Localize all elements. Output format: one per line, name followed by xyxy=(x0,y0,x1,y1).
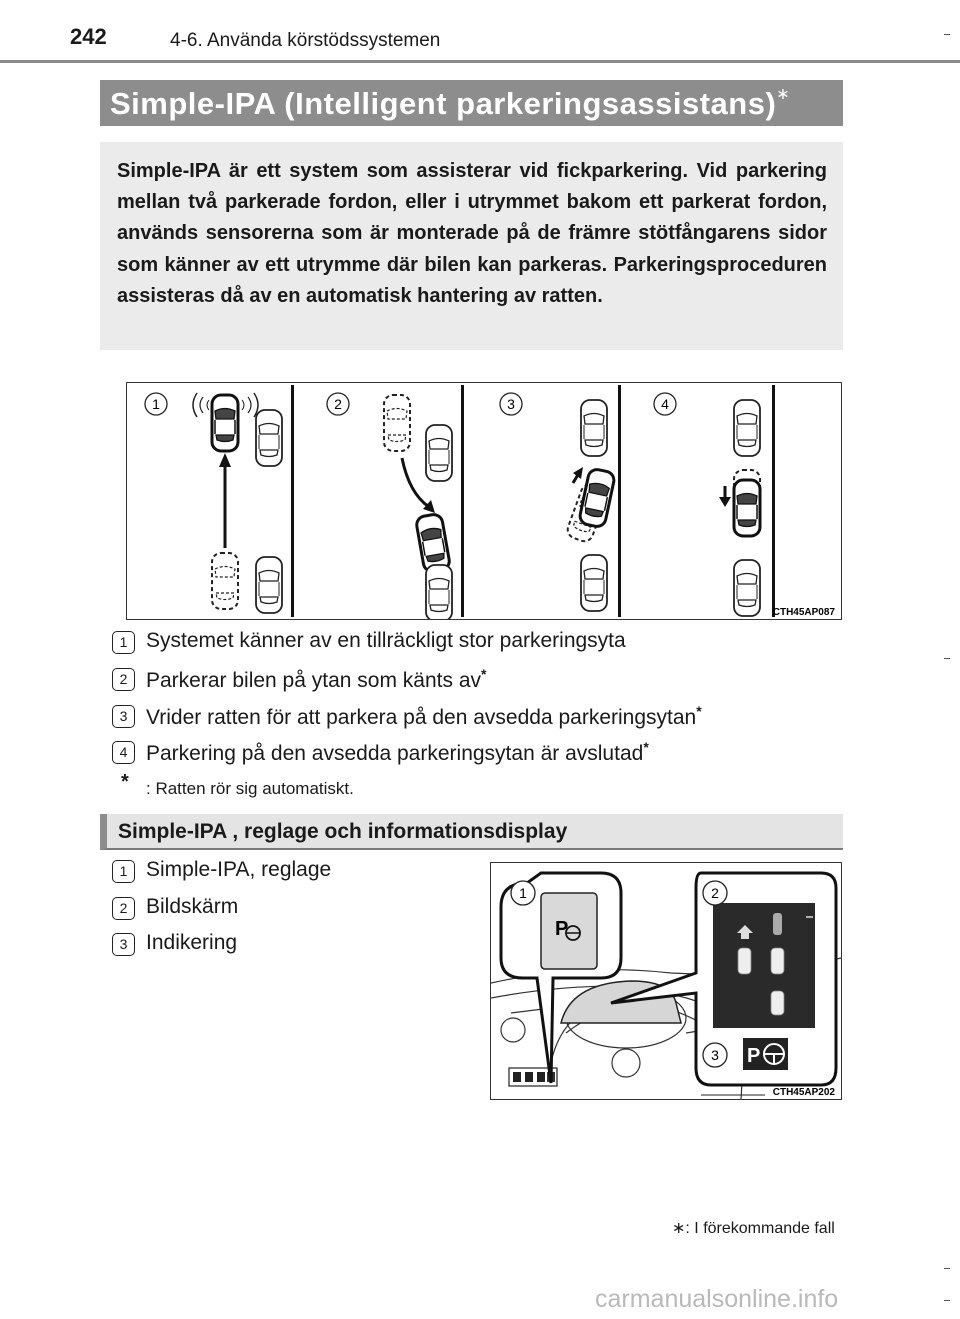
main-title xyxy=(110,86,790,122)
footnote-asterisk: * xyxy=(121,771,129,793)
step-text-3 xyxy=(146,703,702,730)
step-number-4: 4 xyxy=(112,741,135,764)
figure2-code: CTH45AP202 xyxy=(772,1087,835,1098)
step-text-2 xyxy=(146,666,486,693)
parking-steps-figure xyxy=(126,382,842,620)
svg-text:1: 1 xyxy=(152,396,160,412)
component-number-1: 1 xyxy=(112,860,135,883)
section-title: Simple-IPA , reglage och informationsdisplay xyxy=(118,820,568,843)
chapter-title: 4-6. Använda körstödssystemen xyxy=(170,30,441,51)
page-number: 242 xyxy=(70,24,107,49)
main-title-text: Simple-IPA (Intelligent parkeringsassistans) xyxy=(110,86,777,121)
svg-text:1: 1 xyxy=(519,885,527,901)
step-text-1 xyxy=(146,629,626,653)
bottom-footnote: ∗: I förekommande fall xyxy=(672,1220,835,1237)
crop-mark xyxy=(944,658,950,659)
watermark: carmanualsonline.info xyxy=(595,1285,839,1313)
controls-figure xyxy=(490,862,842,1100)
step-text-3-label: Vrider ratten för att parkera på den avsedda parkeringsytan xyxy=(146,706,697,729)
step-number-1: 1 xyxy=(112,631,135,654)
intro-text: Simple-IPA är ett system som assisterar vid fickparkering. Vid parkering mellan två parkerade fordon, eller i utrymmet bakom ett parkerat fordon, används sensorerna som är monterade på de främre stötfångarens sidor som känner av ett utrymme där bilen kan parkeras. Parkeringsproceduren assisteras då av en automatisk hantering av ratten. xyxy=(117,160,827,307)
crop-mark xyxy=(944,1300,950,1301)
step-label-3 xyxy=(500,393,522,415)
step-text-2-label: Parkerar bilen på ytan som känts av xyxy=(146,669,481,692)
ipa-switch xyxy=(541,893,597,969)
figure1-code: CTH45AP087 xyxy=(772,607,835,618)
component-text-3: Indikering xyxy=(146,931,238,954)
ipa-switch-glyph: P xyxy=(555,918,569,940)
step-3-asterisk: * xyxy=(696,703,702,719)
callout-label-1 xyxy=(511,881,535,905)
panel-3-cars xyxy=(565,400,615,611)
step-label-2 xyxy=(327,393,349,415)
component-text-2: Bildskärm xyxy=(146,895,239,918)
step-4-asterisk: * xyxy=(643,739,649,755)
svg-text:3: 3 xyxy=(711,1047,719,1063)
svg-text:2: 2 xyxy=(711,885,719,901)
crop-mark xyxy=(944,34,950,35)
component-text-1: Simple-IPA, reglage xyxy=(146,858,332,881)
panel-1-cars xyxy=(193,393,282,613)
callout-label-3 xyxy=(703,1043,727,1067)
step-number-2: 2 xyxy=(112,668,135,691)
svg-text:4: 4 xyxy=(661,396,669,412)
step-text-1-label: Systemet känner av en tillräckligt stor parkeringsyta xyxy=(146,629,626,652)
step-2-asterisk: * xyxy=(481,666,487,682)
panel-2-cars xyxy=(384,395,452,619)
dashboard-illustration xyxy=(491,863,841,1099)
step-label-4 xyxy=(654,393,676,415)
step-text-4 xyxy=(146,739,649,766)
svg-text:2: 2 xyxy=(334,396,342,412)
display-screen xyxy=(713,903,815,1028)
parking-steps-illustration xyxy=(127,383,841,619)
main-title-marker: ∗ xyxy=(776,86,791,103)
footnote-text: : Ratten rör sig automatiskt. xyxy=(146,779,354,798)
svg-text:3: 3 xyxy=(507,396,515,412)
header-rule xyxy=(0,60,960,63)
crop-mark xyxy=(944,1268,950,1269)
panel-4-cars xyxy=(719,400,760,616)
step-text-4-label: Parkering på den avsedda parkeringsytan är avslutad xyxy=(146,742,644,765)
ipa-indicator-glyph: P xyxy=(747,1045,761,1067)
step-number-3: 3 xyxy=(112,705,135,728)
callout-label-2 xyxy=(703,881,727,905)
component-number-2: 2 xyxy=(112,897,135,920)
step-label-1 xyxy=(145,393,167,415)
component-number-3: 3 xyxy=(112,933,135,956)
